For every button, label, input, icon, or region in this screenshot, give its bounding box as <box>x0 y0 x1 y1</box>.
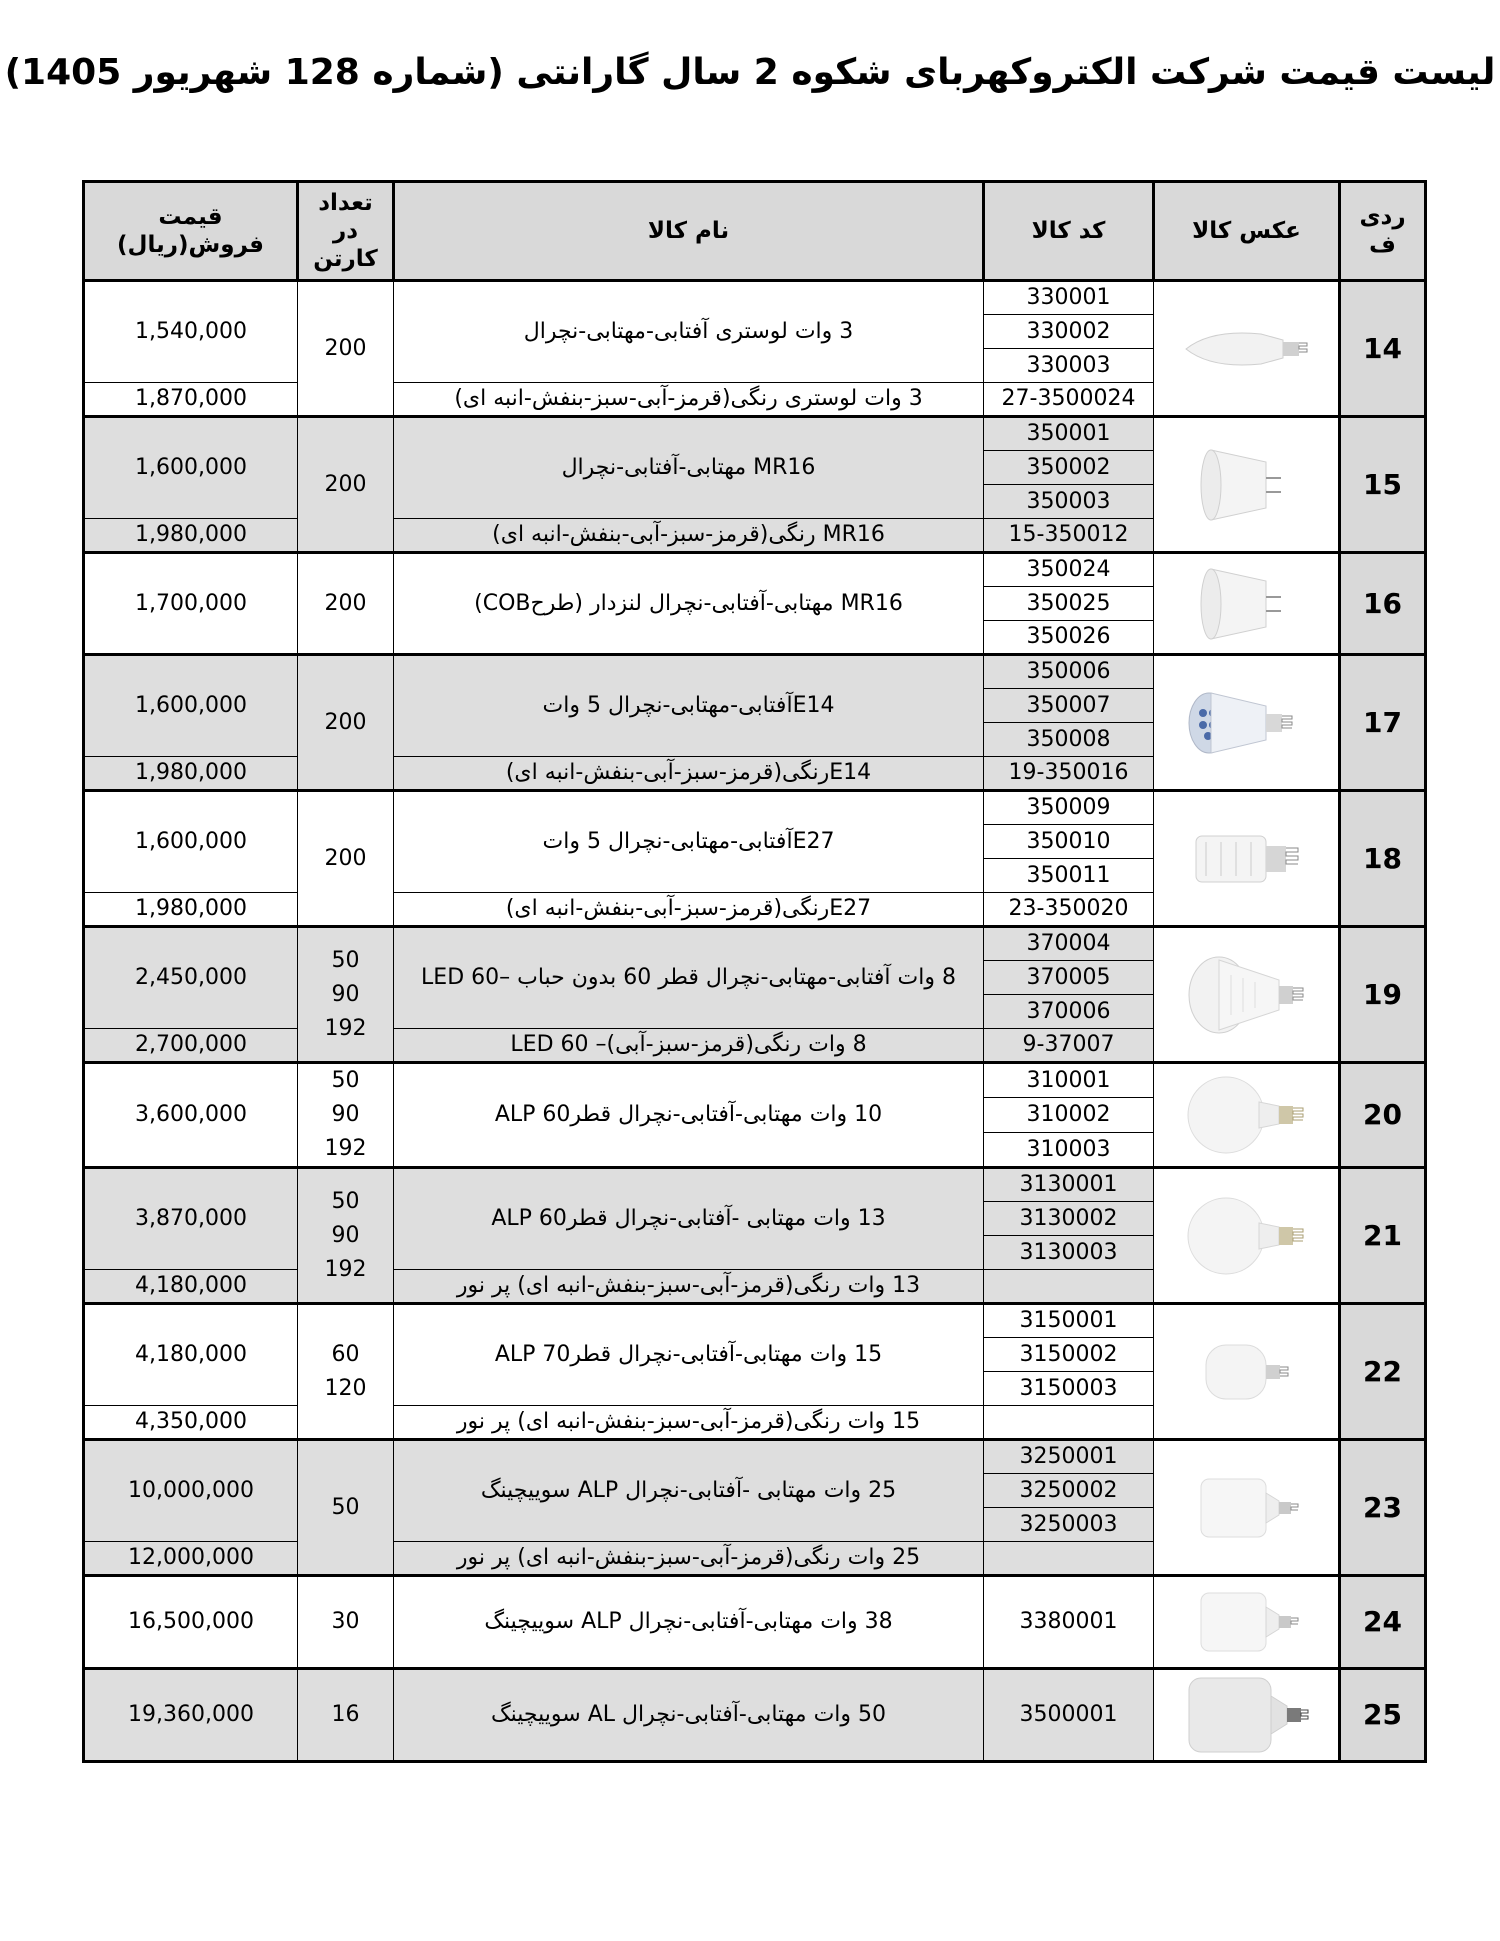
product-price: 2,450,000 <box>84 927 298 1029</box>
product-group <box>84 281 1426 417</box>
product-code: 370005 <box>984 961 1154 995</box>
table-row <box>84 1440 1426 1474</box>
product-name: MR16 مهتابی-آفتابی-نچرال <box>394 417 984 519</box>
table-header-row <box>84 182 1426 281</box>
carton-qty-value: 120 <box>324 1375 367 1401</box>
product-code: 350025 <box>984 587 1154 621</box>
product-name: 13 وات مهتابی -آفتابی-نچرال قطرALP 60 <box>394 1168 984 1270</box>
mr16-spot-icon <box>1171 440 1321 530</box>
product-price: 1,600,000 <box>84 655 298 757</box>
price-table <box>82 180 1427 1763</box>
product-code: 27-3500024 <box>984 383 1154 417</box>
product-photo <box>1154 1576 1340 1669</box>
product-price: 10,000,000 <box>84 1440 298 1542</box>
row-number: 22 <box>1340 1304 1426 1440</box>
product-name-color: 25 وات رنگی(قرمز-آبی-سبز-بنفش-انبه ای) پر نور <box>394 1542 984 1576</box>
product-code: 3130003 <box>984 1236 1154 1270</box>
carton-qty <box>298 281 394 417</box>
product-code: 350024 <box>984 553 1154 587</box>
carton-qty <box>298 927 394 1063</box>
alp60-bulb-icon <box>1171 1070 1321 1160</box>
product-name: E14آفتابی-مهتابی-نچرال 5 وات <box>394 655 984 757</box>
header-price: قیمت فروش(ریال) <box>84 182 298 281</box>
table-row <box>84 1168 1426 1202</box>
table-row <box>84 1576 1426 1669</box>
product-code: 3380001 <box>984 1576 1154 1669</box>
product-price: 3,870,000 <box>84 1168 298 1270</box>
product-code: 370004 <box>984 927 1154 961</box>
row-number: 24 <box>1340 1576 1426 1669</box>
table-row <box>84 927 1426 961</box>
product-code: 350007 <box>984 689 1154 723</box>
product-code: 3250001 <box>984 1440 1154 1474</box>
carton-qty-value: 30 <box>331 1609 360 1634</box>
carton-qty-value: 192 <box>324 1136 367 1161</box>
product-code: 350003 <box>984 485 1154 519</box>
product-name: MR16 مهتابی-آفتابی-نچرال لنزدار (طرحCOB) <box>394 553 984 655</box>
product-name: 8 وات آفتابی-مهتابی-نچرال قطر 60 بدون حباب –LED 60 <box>394 927 984 1029</box>
product-code <box>984 1406 1154 1440</box>
product-price: 1,540,000 <box>84 281 298 383</box>
product-group <box>84 927 1426 1063</box>
product-name: 38 وات مهتابی-آفتابی-نچرال ALP سوییچینگ <box>394 1576 984 1669</box>
row-number: 17 <box>1340 655 1426 791</box>
big-cylinder-bulb-icon <box>1171 1670 1321 1760</box>
product-name: 25 وات مهتابی -آفتابی-نچرال ALP سوییچینگ <box>394 1440 984 1542</box>
row-number: 23 <box>1340 1440 1426 1576</box>
product-price: 16,500,000 <box>84 1576 298 1669</box>
product-code: 350008 <box>984 723 1154 757</box>
header-row-number: ردی ف <box>1340 182 1426 281</box>
product-price-color: 1,980,000 <box>84 757 298 791</box>
product-code: 310001 <box>984 1063 1154 1098</box>
product-code: 3130001 <box>984 1168 1154 1202</box>
alp70-bulb-icon <box>1171 1327 1321 1417</box>
carton-qty-value: 60 <box>331 1341 360 1367</box>
product-group <box>84 1440 1426 1576</box>
product-price-color: 4,350,000 <box>84 1406 298 1440</box>
table-row <box>84 1063 1426 1098</box>
row-number: 21 <box>1340 1168 1426 1304</box>
product-price-color: 12,000,000 <box>84 1542 298 1576</box>
carton-qty-value: 192 <box>324 1256 367 1282</box>
product-price: 19,360,000 <box>84 1669 298 1762</box>
product-group <box>84 1168 1426 1304</box>
product-code: 3150001 <box>984 1304 1154 1338</box>
product-code: 3150002 <box>984 1338 1154 1372</box>
product-code: 310003 <box>984 1133 1154 1168</box>
e27-led-spot-icon <box>1171 814 1321 904</box>
cylinder-bulb-icon <box>1171 1463 1321 1553</box>
carton-qty <box>298 1063 394 1168</box>
product-group <box>84 791 1426 927</box>
product-price-color: 1,980,000 <box>84 893 298 927</box>
carton-qty-value: 50 <box>331 1494 360 1520</box>
product-price: 1,600,000 <box>84 417 298 519</box>
product-group <box>84 1669 1426 1762</box>
header-code: کد کالا <box>984 182 1154 281</box>
row-number: 18 <box>1340 791 1426 927</box>
product-name: 50 وات مهتابی-آفتابی-نچرال AL سوییچینگ <box>394 1669 984 1762</box>
carton-qty <box>298 1440 394 1576</box>
product-code: 350002 <box>984 451 1154 485</box>
product-code: 9-37007 <box>984 1029 1154 1063</box>
product-code: 15-350012 <box>984 519 1154 553</box>
product-code: 350001 <box>984 417 1154 451</box>
carton-qty-value: 200 <box>324 709 367 735</box>
header-qty: تعداد در کارتن <box>298 182 394 281</box>
product-name-color: 13 وات رنگی(قرمز-آبی-سبز-بنفش-انبه ای) پر نور <box>394 1270 984 1304</box>
cylinder-bulb-icon <box>1171 1577 1321 1667</box>
row-number: 25 <box>1340 1669 1426 1762</box>
product-code: 3500001 <box>984 1669 1154 1762</box>
product-code: 330003 <box>984 349 1154 383</box>
product-name: E27آفتابی-مهتابی-نچرال 5 وات <box>394 791 984 893</box>
mr16-spot-icon <box>1171 559 1321 649</box>
product-photo <box>1154 281 1340 417</box>
product-photo <box>1154 1304 1340 1440</box>
product-photo <box>1154 655 1340 791</box>
product-price: 1,700,000 <box>84 553 298 655</box>
product-name-color: 3 وات لوستری رنگی(قرمز-آبی-سبز-بنفش-انبه ای) <box>394 383 984 417</box>
carton-qty-value: 200 <box>324 845 367 871</box>
header-photo: عکس کالا <box>1154 182 1340 281</box>
product-code: 19-350016 <box>984 757 1154 791</box>
product-price: 3,600,000 <box>84 1063 298 1168</box>
carton-qty <box>298 1576 394 1669</box>
product-code: 350006 <box>984 655 1154 689</box>
product-photo <box>1154 1440 1340 1576</box>
carton-qty-value: 192 <box>324 1015 367 1041</box>
row-number: 20 <box>1340 1063 1426 1168</box>
carton-qty <box>298 791 394 927</box>
carton-qty <box>298 417 394 553</box>
carton-qty-value: 200 <box>324 471 367 497</box>
product-group <box>84 1576 1426 1669</box>
header-name: نام کالا <box>394 182 984 281</box>
table-row <box>84 553 1426 587</box>
product-code: 3250002 <box>984 1474 1154 1508</box>
product-photo <box>1154 791 1340 927</box>
product-price-color: 4,180,000 <box>84 1270 298 1304</box>
product-name: 3 وات لوستری آفتابی-مهتابی-نچرال <box>394 281 984 383</box>
table-row <box>84 655 1426 689</box>
row-number: 16 <box>1340 553 1426 655</box>
product-code: 370006 <box>984 995 1154 1029</box>
product-photo <box>1154 927 1340 1063</box>
carton-qty <box>298 1168 394 1304</box>
product-name: 15 وات مهتابی-آفتابی-نچرال قطرALP 70 <box>394 1304 984 1406</box>
carton-qty <box>298 655 394 791</box>
carton-qty-value: 90 <box>331 1102 360 1127</box>
product-code <box>984 1542 1154 1576</box>
carton-qty-value: 90 <box>331 981 360 1007</box>
carton-qty-value: 50 <box>331 1068 360 1093</box>
row-number: 19 <box>1340 927 1426 1063</box>
page-title: لیست قیمت شرکت الکتروکهربای شکوه 2 سال گارانتی (شماره 128 شهریور 1405) <box>4 52 1496 93</box>
row-number: 15 <box>1340 417 1426 553</box>
product-group <box>84 1304 1426 1440</box>
product-group <box>84 1063 1426 1168</box>
product-name-color: E14رنگی(قرمز-سبز-آبی-بنفش-انبه ای) <box>394 757 984 791</box>
table-row <box>84 791 1426 825</box>
candle-bulb-icon <box>1171 304 1321 394</box>
product-price-color: 1,980,000 <box>84 519 298 553</box>
carton-qty-value: 50 <box>331 947 360 973</box>
table-row <box>84 281 1426 315</box>
product-code: 23-350020 <box>984 893 1154 927</box>
product-photo <box>1154 1168 1340 1304</box>
product-code: 350011 <box>984 859 1154 893</box>
product-code: 330002 <box>984 315 1154 349</box>
product-code: 330001 <box>984 281 1154 315</box>
product-name-color: 8 وات رنگی(قرمز-سبز-آبی)– LED 60 <box>394 1029 984 1063</box>
table-row <box>84 417 1426 451</box>
product-name-color: E27رنگی(قرمز-سبز-آبی-بنفش-انبه ای) <box>394 893 984 927</box>
carton-qty-value: 200 <box>324 335 367 361</box>
product-price: 4,180,000 <box>84 1304 298 1406</box>
row-number: 14 <box>1340 281 1426 417</box>
product-price-color: 1,870,000 <box>84 383 298 417</box>
product-price: 1,600,000 <box>84 791 298 893</box>
carton-qty-value: 200 <box>324 590 367 616</box>
product-code: 350010 <box>984 825 1154 859</box>
carton-qty <box>298 1304 394 1440</box>
led60-bulb-icon <box>1171 950 1321 1040</box>
product-photo <box>1154 417 1340 553</box>
product-code: 310002 <box>984 1098 1154 1133</box>
table-row <box>84 1669 1426 1762</box>
product-group <box>84 553 1426 655</box>
table-row <box>84 1304 1426 1338</box>
product-code: 350009 <box>984 791 1154 825</box>
product-code <box>984 1270 1154 1304</box>
carton-qty <box>298 1669 394 1762</box>
product-name-color: MR16 رنگی(قرمز-سبز-آبی-بنفش-انبه ای) <box>394 519 984 553</box>
carton-qty-value: 16 <box>331 1702 360 1727</box>
product-code: 3150003 <box>984 1372 1154 1406</box>
carton-qty <box>298 553 394 655</box>
product-name: 10 وات مهتابی-آفتابی-نچرال قطرALP 60 <box>394 1063 984 1168</box>
product-photo <box>1154 553 1340 655</box>
e14-led-spot-icon <box>1171 678 1321 768</box>
product-photo <box>1154 1669 1340 1762</box>
product-code: 350026 <box>984 621 1154 655</box>
product-price-color: 2,700,000 <box>84 1029 298 1063</box>
product-code: 3130002 <box>984 1202 1154 1236</box>
product-photo <box>1154 1063 1340 1168</box>
product-name-color: 15 وات رنگی(قرمز-آبی-سبز-بنفش-انبه ای) پر نور <box>394 1406 984 1440</box>
carton-qty-value: 90 <box>331 1222 360 1248</box>
carton-qty-value: 50 <box>331 1188 360 1214</box>
product-group <box>84 655 1426 791</box>
product-group <box>84 417 1426 553</box>
alp60-bulb-icon <box>1171 1191 1321 1281</box>
product-code: 3250003 <box>984 1508 1154 1542</box>
